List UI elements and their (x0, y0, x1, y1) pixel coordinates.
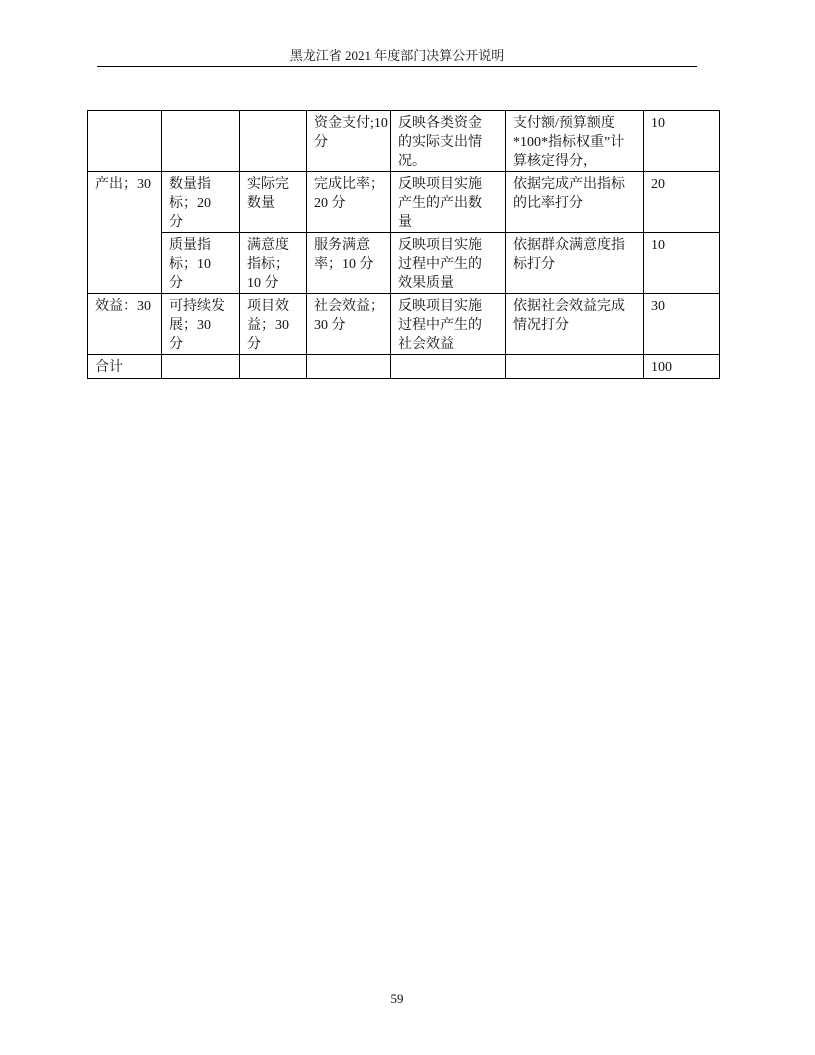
table-cell-empty (162, 355, 240, 379)
table-cell-scoring-method: 依据完成产出指标的比率打分 (506, 172, 644, 233)
table-cell-level3: 满意度指标；10 分 (240, 233, 307, 294)
table-cell-indicator: 社会效益；30 分 (307, 294, 391, 355)
table-cell-total-score: 100 (644, 355, 720, 379)
table-cell-scoring-method: 依据群众满意度指标打分 (506, 233, 644, 294)
table-cell-empty (391, 355, 506, 379)
table-cell-indicator: 资金支付;10 分 (307, 111, 391, 172)
table-cell-level3: 项目效益；30 分 (240, 294, 307, 355)
table-cell-empty (240, 111, 307, 172)
table-cell-empty (240, 355, 307, 379)
table-cell-level1: 效益：30 (88, 294, 162, 355)
table-cell-score: 30 (644, 294, 720, 355)
table-cell-empty (88, 111, 162, 172)
table-row (88, 294, 720, 355)
table-cell-empty (162, 111, 240, 172)
table-cell-total-label: 合计 (88, 355, 162, 379)
table-total-row (88, 355, 720, 379)
table-cell-description: 反映项目实施过程中产生的效果质量 (391, 233, 506, 294)
table-cell-score: 20 (644, 172, 720, 233)
table-cell-level3: 实际完数量 (240, 172, 307, 233)
table-cell-score: 10 (644, 233, 720, 294)
table-cell-score: 10 (644, 111, 720, 172)
table-cell-empty (307, 355, 391, 379)
table-cell-scoring-method: 依据社会效益完成情况打分 (506, 294, 644, 355)
table-row (88, 172, 720, 233)
table-cell-level2: 质量指标；10 分 (162, 233, 240, 294)
table-cell-description: 反映项目实施产生的产出数量 (391, 172, 506, 233)
running-header: 黑龙江省 2021 年度部门决算公开说明 (289, 48, 505, 63)
table-cell-scoring-method: 支付额/预算额度*100*指标权重”计算核定得分， (506, 111, 644, 172)
header-rule (97, 66, 697, 67)
table-row (88, 111, 720, 172)
table-cell-level2: 可持续发展；30 分 (162, 294, 240, 355)
table-cell-empty (506, 355, 644, 379)
table-row (88, 233, 720, 294)
page-number: 59 (390, 991, 404, 1006)
table-cell-description: 反映各类资金的实际支出情况。 (391, 111, 506, 172)
table-cell-indicator: 服务满意率；10 分 (307, 233, 391, 294)
performance-score-table (87, 110, 720, 379)
table-cell-level1: 产出；30 (88, 172, 162, 294)
table-cell-description: 反映项目实施过程中产生的社会效益 (391, 294, 506, 355)
table-cell-level2: 数量指标；20 分 (162, 172, 240, 233)
table-cell-indicator: 完成比率；20 分 (307, 172, 391, 233)
